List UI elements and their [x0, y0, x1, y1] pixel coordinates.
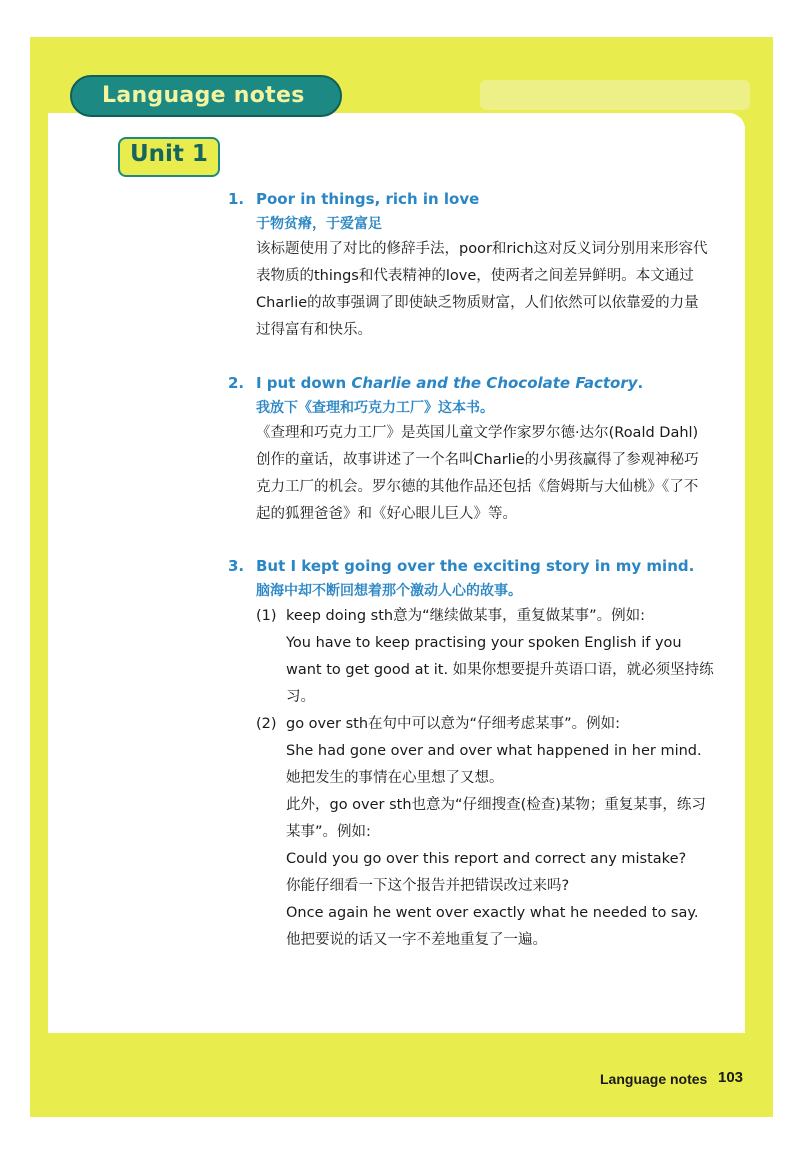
- page-number: 103: [718, 1069, 744, 1086]
- note-heading-translation: 脑海中却不断回想着那个激动人心的故事。: [256, 583, 522, 599]
- sub-note-label: (2): [256, 716, 277, 732]
- note-heading: [228, 186, 728, 212]
- note-heading: [228, 370, 728, 396]
- sub-note-2: [228, 711, 728, 954]
- note-3: [228, 553, 728, 954]
- note-body: 该标题使用了对比的修辞手法，poor和rich这对反义词分别用来形容代表物质的things和代表精神的love，使两者之间差异鲜明。本文通过Charlie的故事强调了即使缺乏物质财富，人们依然可以依靠爱的力量过得富有和快乐。: [256, 241, 708, 338]
- example-sentence: Could you go over this report and correct any mistake?: [286, 851, 687, 867]
- note-heading: [228, 553, 728, 579]
- example-sentence: Once again he went over exactly what he needed to say.: [286, 905, 699, 921]
- sub-note-heading: [228, 603, 728, 630]
- sub-note-heading-text: keep doing sth意为“继续做某事，重复做某事”。例如:: [286, 608, 645, 624]
- note-number: 1.: [228, 190, 245, 208]
- section-title: Language notes: [102, 83, 305, 108]
- example-text: She had gone over and over what happened in her mind. 她把发生的事情在心里想了又想。: [286, 743, 702, 786]
- example-translation: 他把要说的话又一字不差地重复了一遍。: [286, 932, 547, 948]
- example-translation: 你能仔细看一下这个报告并把错误改过来吗?: [286, 878, 570, 894]
- unit-badge: [118, 137, 220, 177]
- note-heading-text: Poor in things, rich in love: [256, 190, 480, 208]
- unit-label: Unit 1: [130, 141, 208, 167]
- note-number: 2.: [228, 374, 245, 392]
- sub-note-heading: [228, 711, 728, 738]
- note-heading-translation: 于物贫瘠，于爱富足: [256, 216, 382, 232]
- sub-note-label: (1): [256, 608, 277, 624]
- note-heading-translation: 我放下《查理和巧克力工厂》这本书。: [256, 400, 494, 416]
- note-heading-text: I put down: [256, 374, 352, 392]
- header-band: [480, 80, 750, 110]
- note-body: 《查理和巧克力工厂》是英国儿童文学作家罗尔德·达尔(Roald Dahl)创作的童话，故事讲述了一个名叫Charlie的小男孩赢得了参观神秘巧克力工厂的机会。罗尔德的其他作品还包括《詹姆斯与大仙桃》《了不起的狐狸爸爸》和《好心眼儿巨人》等。: [256, 425, 699, 522]
- book-title: Charlie and the Chocolate Factory: [351, 374, 638, 392]
- note-1: [228, 186, 728, 344]
- note-heading-text: But I kept going over the exciting story in my mind.: [256, 557, 695, 575]
- sub-note-heading-text: go over sth在句中可以意为“仔细考虑某事”。例如:: [286, 716, 620, 732]
- sub-note-1: [228, 603, 728, 711]
- extra-meaning-text: 此外，go over sth也意为“仔细搜查(检查)某物；重复某事，练习某事”。例如:: [286, 797, 706, 840]
- note-2: [228, 370, 728, 528]
- section-title-banner: [70, 75, 342, 117]
- note-heading-end: .: [637, 374, 644, 392]
- example-text: You have to keep practising your spoken English if you want to get good at it. 如果你想要提升英语口语，就必须坚持练习。: [286, 635, 714, 705]
- footer-section-label: Language notes: [600, 1071, 708, 1087]
- note-number: 3.: [228, 557, 245, 575]
